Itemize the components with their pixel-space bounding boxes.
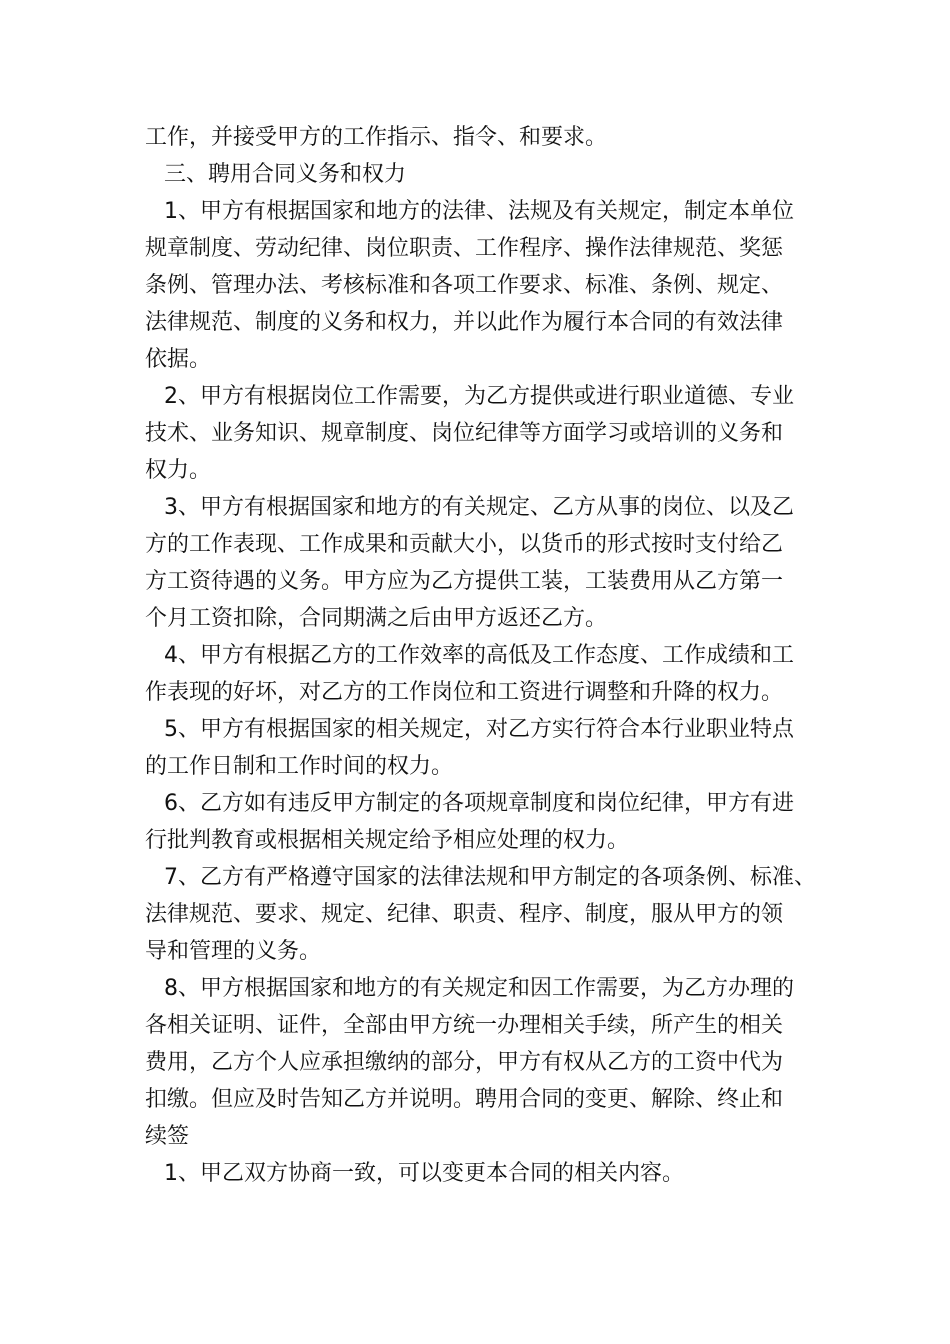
- document-line: 7、乙方有严格遵守国家的法律法规和甲方制定的各项条例、标准、: [164, 865, 816, 890]
- document-body: [145, 119, 825, 1192]
- document-line: 法律规范、制度的义务和权力，并以此作为履行本合同的有效法律: [145, 310, 784, 335]
- document-line: 依据。: [145, 347, 212, 372]
- document-line: 条例、管理办法、考核标准和各项工作要求、标准、条例、规定、: [145, 273, 784, 298]
- document-line: 法律规范、要求、规定、纪律、职责、程序、制度，服从甲方的领: [145, 902, 784, 927]
- document-line: 导和管理的义务。: [145, 939, 322, 964]
- document-line: 8、甲方根据国家和地方的有关规定和因工作需要，为乙方办理的: [164, 976, 794, 1001]
- document-line: 1、甲乙双方协商一致，可以变更本合同的相关内容。: [164, 1161, 684, 1186]
- document-line: 技术、业务知识、规章制度、岗位纪律等方面学习或培训的义务和: [145, 421, 784, 446]
- document-line: 规章制度、劳动纪律、岗位职责、工作程序、操作法律规范、奖惩: [145, 236, 784, 261]
- document-line: 6、乙方如有违反甲方制定的各项规章制度和岗位纪律，甲方有进: [164, 791, 794, 816]
- document-line: 方工资待遇的义务。甲方应为乙方提供工装，工装费用从乙方第一: [145, 569, 784, 594]
- document-line: 行批判教育或根据相关规定给予相应处理的权力。: [145, 828, 630, 853]
- document-line: 费用，乙方个人应承担缴纳的部分，甲方有权从乙方的工资中代为: [145, 1050, 784, 1075]
- document-line: 1、甲方有根据国家和地方的法律、法规及有关规定，制定本单位: [164, 199, 794, 224]
- document-line: 三、聘用合同义务和权力: [164, 162, 407, 187]
- document-line: 个月工资扣除，合同期满之后由甲方返还乙方。: [145, 606, 608, 631]
- document-line: 方的工作表现、工作成果和贡献大小，以货币的形式按时支付给乙: [145, 532, 784, 557]
- document-line: 作表现的好坏，对乙方的工作岗位和工资进行调整和升降的权力。: [145, 680, 784, 705]
- document-line: 3、甲方有根据国家和地方的有关规定、乙方从事的岗位、以及乙: [164, 495, 794, 520]
- document-line: 工作，并接受甲方的工作指示、指令、和要求。: [145, 125, 608, 150]
- document-line: 续签: [145, 1124, 190, 1149]
- document-line: 5、甲方有根据国家的相关规定，对乙方实行符合本行业职业特点: [164, 717, 794, 742]
- document-line: 的工作日制和工作时间的权力。: [145, 754, 454, 779]
- document-line: 4、甲方有根据乙方的工作效率的高低及工作态度、工作成绩和工: [164, 643, 794, 668]
- document-line: 扣缴。但应及时告知乙方并说明。聘用合同的变更、解除、终止和: [145, 1087, 784, 1112]
- document-line: 2、甲方有根据岗位工作需要，为乙方提供或进行职业道德、专业: [164, 384, 794, 409]
- document-line: 各相关证明、证件，全部由甲方统一办理相关手续，所产生的相关: [145, 1013, 784, 1038]
- document-line: 权力。: [145, 458, 212, 483]
